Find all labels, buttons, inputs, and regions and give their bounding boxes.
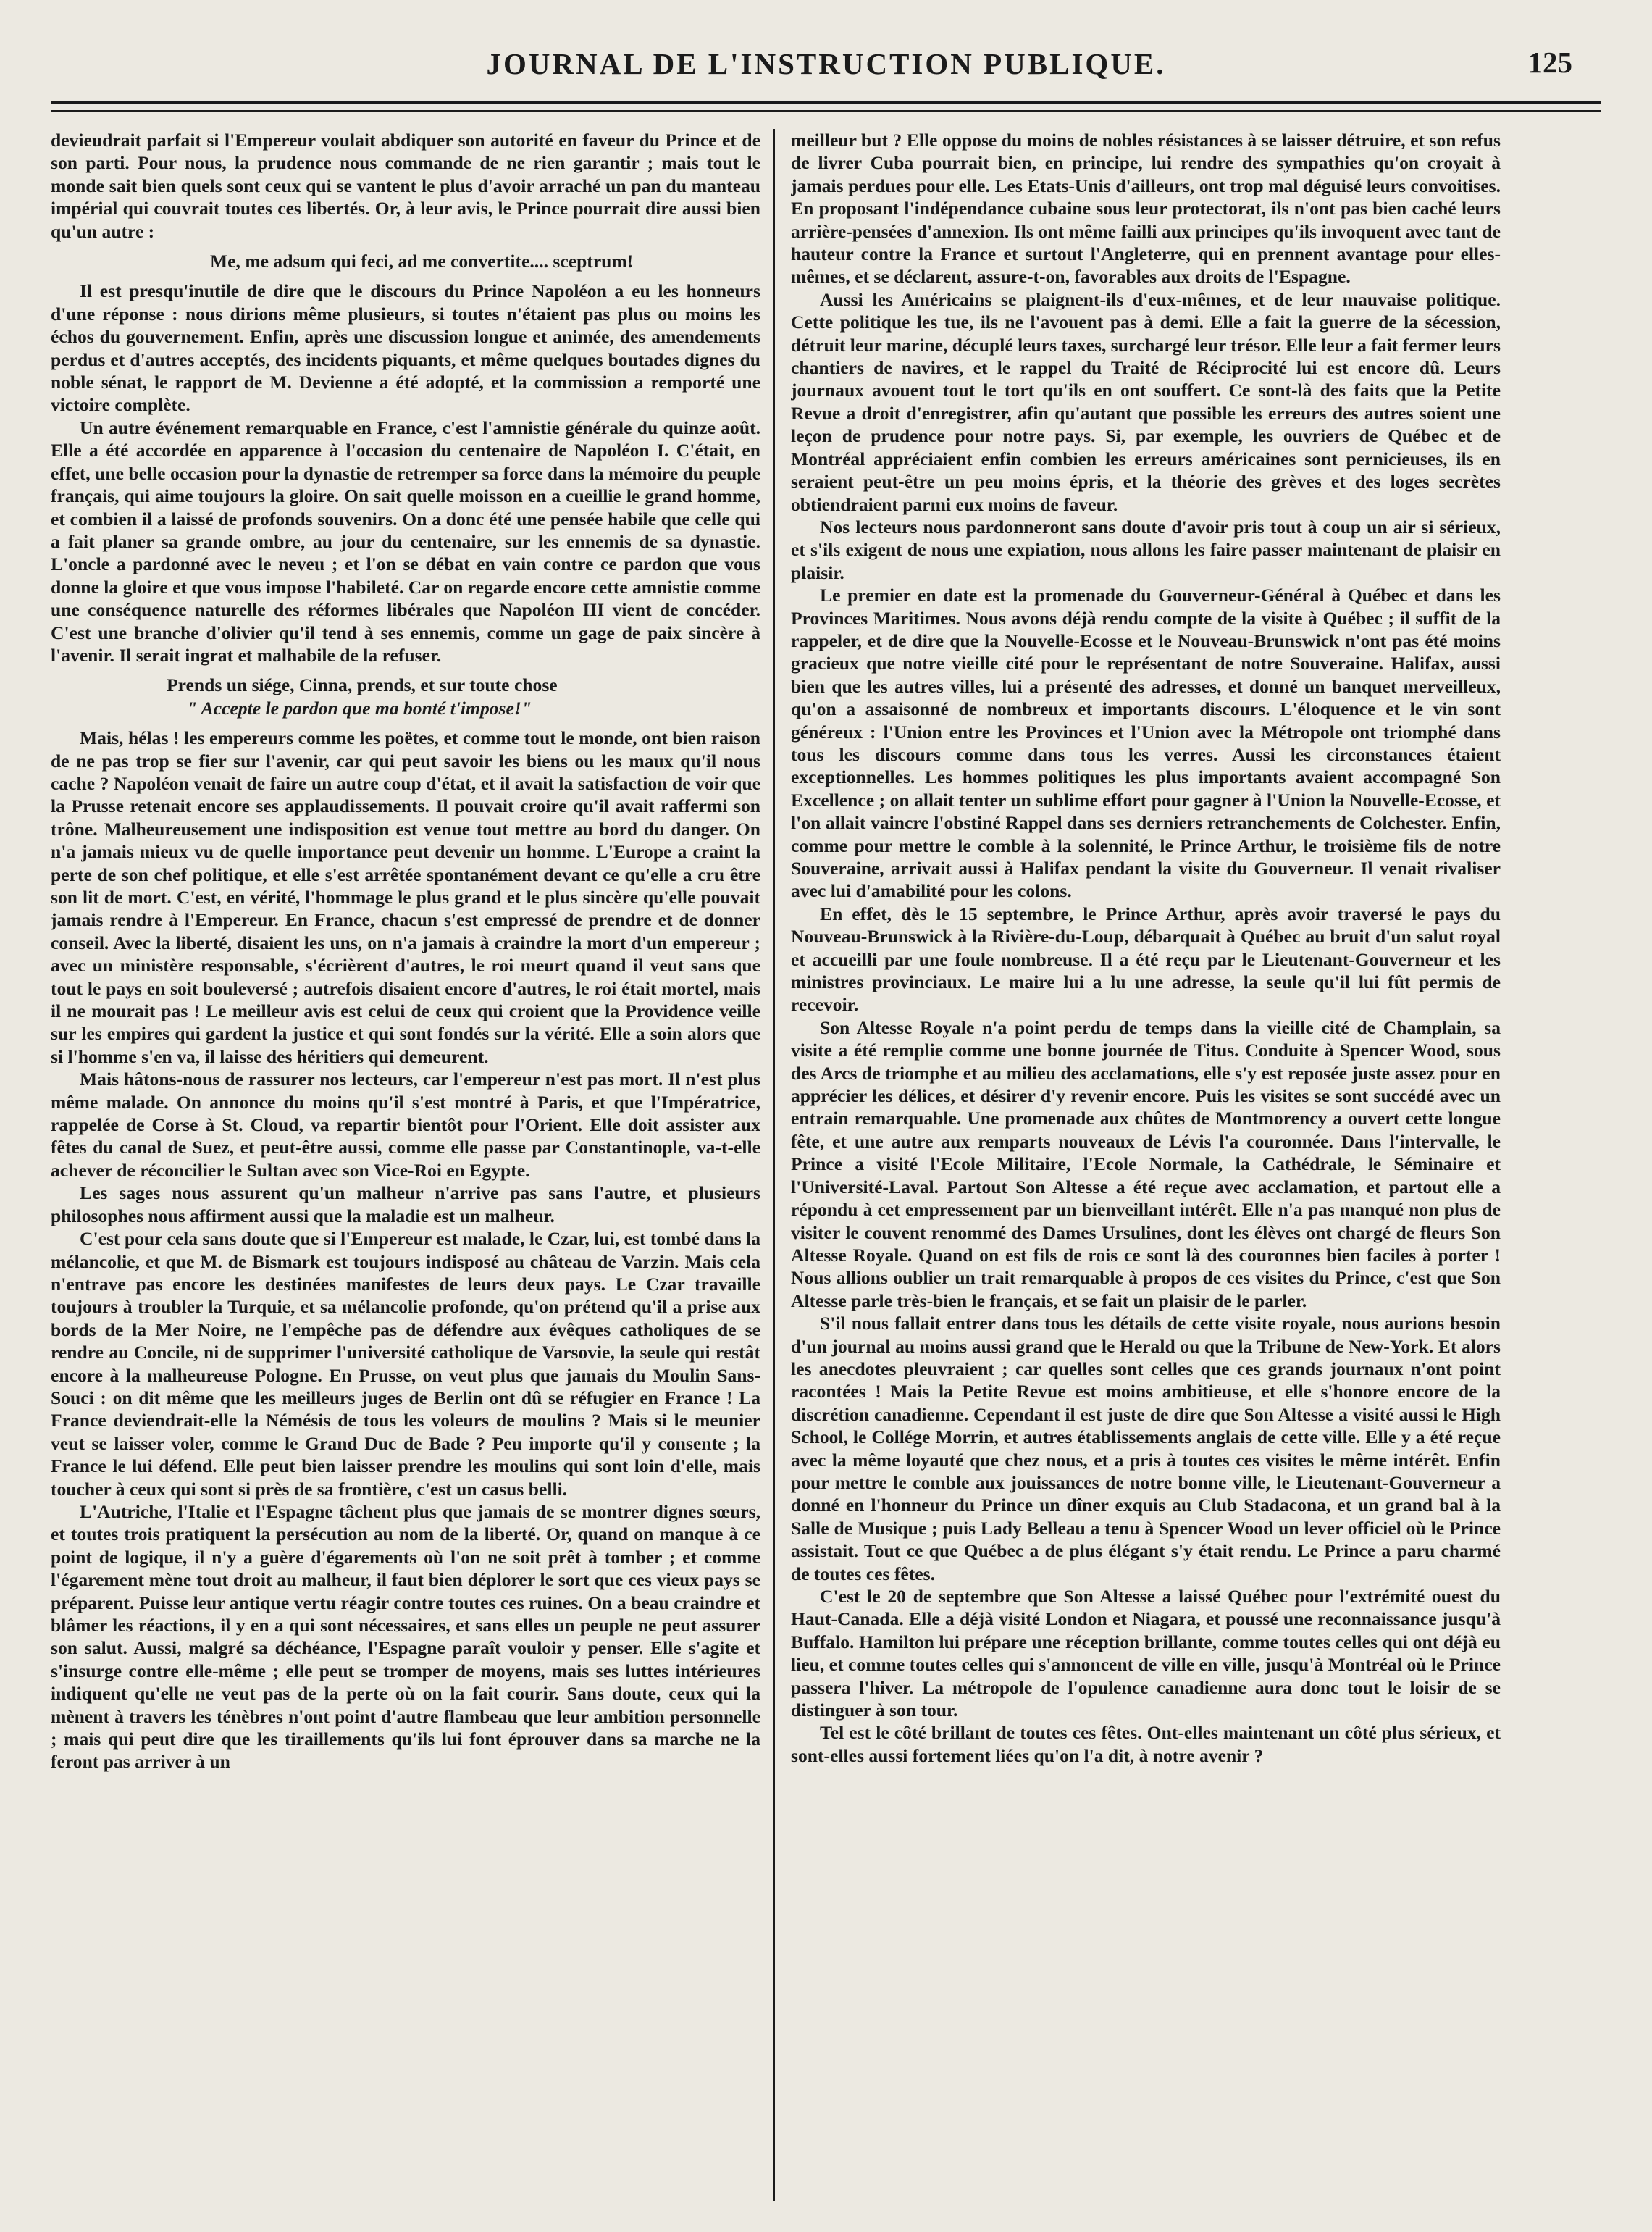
paragraph: Mais hâtons-nous de rassurer nos lecteurs, car l'empereur n'est pas mort. Il n'est plus même malade. On annonce du moins qu'il s'est montré à Paris, et que l'Impératrice, rappelée de Corse à St. Cloud, va repartir bientôt pour l'Orient. Elle doit assister aux fêtes du canal de Suez, et peut-être aussi, comme elle passe par Constantinople, va-t-elle achever de réconcilier le Sultan avec son Vice-Roi en Egypte. [51,1069,760,1181]
paragraph: meilleur but ? Elle oppose du moins de nobles résistances à se laisser détruire, et son refus de livrer Cuba pourrait bien, en principe, lui rendre des sympathies qu'on croyait à jamais perdues pour elle. Les Etats-Unis d'ailleurs, ont trop mal déguisé leurs convoitises. En proposant l'indépendance cubaine sous leur protectorat, ils n'ont pas bien caché leurs arrière-pensées d'annexion. Ils ont même failli aux principes qu'ils invoquent avec tant de hauteur contre la France et surtout l'Angleterre, qui en prennent avantage pour elles-mêmes, et se déclarent, assure-t-on, favorables aux droits de l'Espagne. [791,130,1501,288]
paragraph: L'Autriche, l'Italie et l'Espagne tâchent plus que jamais de se montrer dignes sœurs, et toutes trois pratiquent la persécution au nom de la liberté. Or, quand on manque à ce point de logique, il n'y a guère d'égarements où l'on ne soit prêt à tomber ; et comme l'égarement mène tout droit au malheur, il faut bien déplorer le sort que ces vieux pays se préparent. Puisse leur antique vertu réagir contre toutes ces ruines. On a beau craindre et blâmer les réactions, il y en a qui sont nécessaires, et sans elles un peuple ne peut assurer son salut. Aussi, malgré sa déchéance, l'Espagne paraît vouloir y penser. Elle s'agite et s'insurge contre elle-même ; elle peut se tromper de moyens, mais ses luttes intérieures indiquent qu'elle ne veut pas de la perte où on la fait courir. Sans doute, ceux qui la mènent à travers les ténèbres n'ont point d'autre flambeau que leur ambition personnelle ; mais qui peut dire que les tiraillements qu'ils lui font éprouver dans sa marche ne la feront pas arriver à un [51,1500,760,1773]
header-rule-bottom [51,110,1601,112]
left-column [51,129,760,2186]
paragraph: C'est le 20 de septembre que Son Altesse a laissé Québec pour l'extrémité ouest du Haut-Canada. Elle a déjà visité London et Niagara, et poussé une reconnaissance jusqu'à Buffalo. Hamilton lui prépare une réception brillante, comme toutes celles qui ont déjà eu lieu, et comme toutes celles qui s'annoncent de ville en ville, jusqu'à Montréal où le Prince passera l'hiver. La métropole de l'opulence canadienne aura donc tout le loisir de se distinguer à son tour. [791,1586,1501,1721]
verse-line: Me, me adsum qui feci, ad me convertite.... sceptrum! [210,251,634,272]
page-number: 125 [1527,46,1572,79]
paragraph: Aussi les Américains se plaignent-ils d'eux-mêmes, et de leur mauvaise politique. Cette politique les tue, ils ne l'avouent pas à demi. Elle a fait la guerre de la sécession, détruit leur marine, décuplé leurs taxes, surchargé leur trésor. Elle leur a fait fermer leurs chantiers de navires, et le rappel du Traité de Réciprocité lui est encore dû. Leurs journaux avouent tout le tort qu'ils en ont souffert. Ce sont-là des faits que la Petite Revue a droit d'enregistrer, afin qu'autant que possible les erreurs des autres soient une leçon de prudence pour notre pays. Si, par exemple, les ouvriers de Québec et de Montréal appréciaient enfin combien les erreurs américaines sont pernicieuses, ils en seraient peut-être un peu moins épris, et la théorie des grèves et des loges secrètes obtiendraient parmi eux moins de faveur. [791,288,1501,515]
paragraph: Mais, hélas ! les empereurs comme les poëtes, et comme tout le monde, ont bien raison de ne pas trop se fier sur l'avenir, car qui peut savoir les biens ou les maux qu'il nous cache ? Napoléon venait de faire un autre coup d'état, et il avait la satisfaction de voir que la Prusse retenait encore ses applaudissements. Il pouvait croire qu'il avait raffermi son trône. Malheureusement une indisposition est venue tout mettre au bord du danger. On n'a jamais mieux vu de quelle importance peut devenir un homme. L'Europe a craint la perte de son chef politique, et elle s'est arrêtée spontanément devant ce qu'elle a cru être son lit de mort. C'est, en vérité, l'hommage le plus grand et le plus sincère qu'elle pouvait jamais rendre à l'Empereur. En France, chacun s'est empressé de prendre et de donner conseil. Avec la liberté, disaient les uns, on n'a jamais à craindre la mort d'un empereur ; avec un ministère responsable, s'écrièrent d'autres, le roi meurt quand il veut sans que tout le pays en soit bouleversé ; autrefois disaient encore d'autres, le roi était mortel, mais il ne mourait pas ! Le meilleur avis est celui de ceux qui croient que la Providence veille sur les empires qui gardent la justice et qui sont fondés sur la vérité. Elle a soin alors que si l'homme s'en va, il laisse des héritiers qui demeurent. [51,727,760,1067]
verse-quote [51,674,760,719]
column-divider [773,129,775,2201]
page-header [51,42,1601,93]
paragraph: Tel est le côté brillant de toutes ces fêtes. Ont-elles maintenant un côté plus sérieux, et sont-elles aussi fortement liées qu'on l'a dit, à notre avenir ? [791,1722,1501,1766]
paragraph: Il est presqu'inutile de dire que le discours du Prince Napoléon a eu les honneurs d'une réponse : nous dirions même plusieurs, si toutes n'étaient pas plus ou moins les échos du gouvernement. Enfin, après une discussion longue et animée, des amendements perdus et d'autres acceptés, des incidents piquants, et même quelques boutades dignes du noble sénat, le rapport de M. Devienne a été adopté, et la commission a remporté une victoire complète. [51,280,760,416]
journal-title: JOURNAL DE L'INSTRUCTION PUBLIQUE. [486,47,1166,80]
paragraph: Un autre événement remarquable en France, c'est l'amnistie générale du quinze août. Elle a été accordée en apparence à l'occasion du centenaire de Napoléon I. C'était, en effet, une belle occasion pour la dynastie de retremper sa force dans la mémoire du peuple français, qui aime toujours la gloire. On sait quelle moisson en a cueillie le grand homme, et combien il a laissé de profonds souvenirs. On a donc été une pensée habile que celle qui a fait planer sa grande ombre, au jour du centenaire, sur les ennemis de sa dynastie. L'oncle a pardonné avec le neveu ; et l'on se débat en vain contre ce pardon que vous donne la gloire et que vous impose l'habileté. Car on regarde encore cette amnistie comme une conséquence naturelle des réformes libérales que Napoléon III vient de concéder. C'est une branche d'olivier qu'il tend à ses ennemis, comme un gage de paix sincère à l'avenir. Il serait ingrat et malhabile de la refuser. [51,417,760,666]
right-column [791,129,1501,2186]
verse-line: " Accepte le pardon que ma bonté t'impose!" [187,697,532,719]
paragraph: C'est pour cela sans doute que si l'Empereur est malade, le Czar, lui, est tombé dans la mélancolie, et que M. de Bismark est toujours indisposé au château de Varzin. Mais cela n'entrave pas encore les destinées manifestes de leurs deux pays. Le Czar travaille toujours à troubler la Turquie, et sa mélancolie profonde, qu'on prétend qu'il a prise aux bords de la Mer Noire, ne l'empêche pas de défendre aux évêques catholiques de se rendre au Concile, ni de supprimer l'université catholique de Varsovie, la seule qui restât encore à la malheureuse Pologne. En Prusse, on veut plus que jamais du Moulin Sans-Souci : on dit même que les meilleurs juges de Berlin ont dû se réfugier en France ! La France deviendrait-elle la Némésis de tous les voleurs de moulins ? Mais si le meunier veut se laisser voler, comme le Grand Duc de Bade ? Peu importe qu'il y consente ; la France le lui défend. Elle peut bien laisser prendre les moulins qui sont loin d'elle, mais toucher à ceux qui sont si près de sa frontière, c'est un casus belli. [51,1228,760,1500]
header-rule-top [51,101,1601,104]
paragraph: Le premier en date est la promenade du Gouverneur-Général à Québec et dans les Provinces Maritimes. Nous avons déjà rendu compte de la visite à Québec ; il suffit de la rappeler, et de dire que la Nouvelle-Ecosse et le Nouveau-Brunswick n'ont pas été moins gracieux que notre vieille cité pour le représentant de notre Souveraine. Halifax, aussi bien que les autres villes, lui a présenté des adresses, et donné un banquet merveilleux, qu'on a assaisonné de nombreux et importants discours. L'éloquence et le vin sont généreux : l'Union entre les Provinces et l'Union avec la Métropole ont triomphé dans tous les discours comme dans tous les verres. Aussi les circonstances étaient exceptionnelles. Les hommes politiques les plus importants avaient accompagné Son Excellence ; on allait tenter un sublime effort pour gagner à l'Union la Nouvelle-Ecosse, et l'on allait vaincre l'obstiné Rappel dans ses derniers retranchements de Colchester. Enfin, comme pour mettre le comble à la solennité, le Prince Arthur, le troisième fils de notre Souveraine, arrivait aussi à Halifax pendant la visite du Gouverneur. Il venait rivaliser avec lui d'amabilité pour les colons. [791,585,1501,902]
paragraph: devieudrait parfait si l'Empereur voulait abdiquer son autorité en faveur du Prince et de son parti. Pour nous, la prudence nous commande de ne rien garantir ; mais tout le monde sait bien quels sont ceux qui se vantent le plus d'avoir arraché un pan du manteau impérial qui couvrait toutes ces libertés. Or, à leur avis, le Prince pourrait dire aussi bien qu'un autre : [51,130,760,242]
paragraph: Nos lecteurs nous pardonneront sans doute d'avoir pris tout à coup un air si sérieux, et s'ils exigent de nous une expiation, nous allons les faire passer maintenant de plaisir en plaisir. [791,516,1501,583]
verse-quote [51,250,760,272]
paragraph: Son Altesse Royale n'a point perdu de temps dans la vieille cité de Champlain, sa visite a été remplie comme une bonne journée de Titus. Conduite à Spencer Wood, sous des Arcs de triomphe et au milieu des acclamations, elle s'y est reposée juste assez pour en apprécier les délices, et désirer d'y revenir encore. Puis les visites se sont succédé avec un entrain remarquable. Une promenade aux chûtes de Montmorency a ouvert cette longue fête, et une autre aux remparts nouveaux de Lévis l'a couronnée. Dans l'intervalle, le Prince a visité l'Ecole Militaire, l'Ecole Normale, la Cathédrale, le Séminaire et l'Université-Laval. Partout Son Altesse a été reçue avec acclamation, et partout elle a répondu à cet empressement par un bienveillant intérêt. Elle n'a pas manqué non plus de visiter le couvent renommé des Dames Ursulines, dont les élèves ont chargé de fleurs Son Altesse Royale. Quand on est fils de rois ce sont là des couronnes bien faciles à porter ! Nous allions oublier un trait remarquable à propos de ces visites du Prince, c'est que Son Altesse parle très-bien le français, et se fait un plaisir de le parler. [791,1016,1501,1311]
paragraph: En effet, dès le 15 septembre, le Prince Arthur, après avoir traversé le pays du Nouveau-Brunswick à la Rivière-du-Loup, débarquait à Québec au bruit d'un salut royal et accueilli par une foule nombreuse. Il a été reçu par le Lieutenant-Gouverneur et les ministres provinciaux. Le maire lui a lu une adresse, la seule qu'il lui fût permis de recevoir. [791,903,1501,1016]
paragraph: Les sages nous assurent qu'un malheur n'arrive pas sans l'autre, et plusieurs philosophes nous affirment aussi que la maladie est un malheur. [51,1182,760,1226]
verse-line: Prends un siége, Cinna, prends, et sur toute chose [167,674,558,696]
paragraph: S'il nous fallait entrer dans tous les détails de cette visite royale, nous aurions besoin d'un journal au moins aussi grand que le Herald ou que la Tribune de New-York. Et alors les anecdotes pleuvraient ; car quelles sont celles que ces grands journaux n'ont point racontées ! Mais la Petite Revue est moins ambitieuse, et elle s'honore encore de la discrétion canadienne. Cependant il est juste de dire que Son Altesse a visité aussi le High School, le Collége Morrin, et autres établissements anglais de cette ville. Elle y a été reçue avec la même loyauté que chez nous, et a pris à toutes ces visites le même intérêt. Enfin pour mettre le comble aux jouissances de notre bonne ville, le Lieutenant-Gouverneur a donné en l'honneur du Prince un dîner exquis au Club Stadacona, et un grand bal à la Salle de Musique ; puis Lady Belleau a tenu à Spencer Wood un lever officiel où le Prince assistait. Tout ce que Québec a de plus élégant s'y était rendu. Le Prince a paru charmé de toutes ces fêtes. [791,1313,1501,1584]
